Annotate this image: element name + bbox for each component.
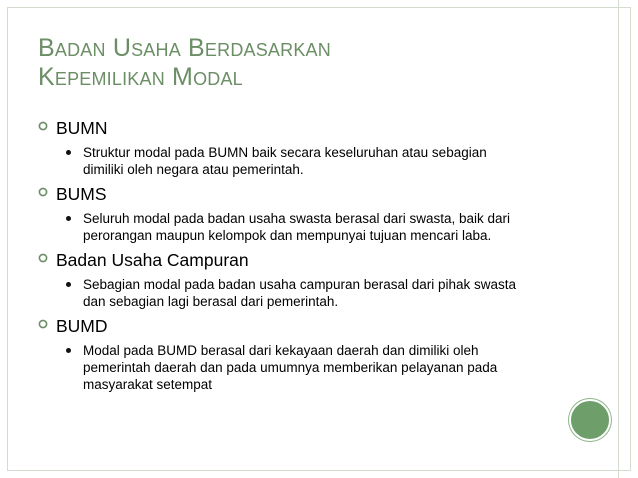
detail-line: Struktur modal pada BUMN baik secara keseluruhan atau sebagian <box>83 145 487 160</box>
ring-bullet-icon <box>38 319 48 329</box>
list-item-heading-text: BUMD <box>56 316 108 336</box>
list-item-heading <box>38 116 558 140</box>
list-item-detail <box>38 210 558 244</box>
dot-bullet-icon <box>66 150 71 155</box>
dot-bullet-icon <box>66 282 71 287</box>
list-item-heading <box>38 314 558 338</box>
list-item-bumd <box>38 314 558 393</box>
green-circle-icon <box>569 399 611 441</box>
detail-line: pemerintah daerah dan pada umumnya memberikan pelayanan pada <box>83 360 498 375</box>
list-item-detail <box>38 342 558 393</box>
list-item-bums <box>38 182 558 244</box>
list-item-bumn <box>38 116 558 178</box>
slide-title-line-1: Badan Usaha Berdasarkan <box>38 34 331 62</box>
list-item-heading-text: Badan Usaha Campuran <box>56 250 249 270</box>
slide-title <box>38 34 331 92</box>
dot-bullet-icon <box>66 216 71 221</box>
list-item-heading <box>38 248 558 272</box>
detail-line: Sebagian modal pada badan usaha campuran berasal dari pihak swasta <box>83 277 517 292</box>
detail-line: dan sebagian lagi berasal dari pemerintah. <box>83 294 339 309</box>
list-item-heading-text: BUMS <box>56 184 107 204</box>
dot-bullet-icon <box>66 348 71 353</box>
list-item-badan-usaha-campuran <box>38 248 558 310</box>
slide-title-line-2: Kepemilikan Modal <box>38 63 243 91</box>
list-item-heading-text: BUMN <box>56 118 108 138</box>
list-item-detail <box>38 276 558 310</box>
detail-line: dimiliki oleh negara atau pemerintah. <box>83 162 304 177</box>
list-item-detail <box>38 144 558 178</box>
bullet-list <box>38 116 558 397</box>
side-divider-line <box>618 0 619 478</box>
ring-bullet-icon <box>38 187 48 197</box>
ring-bullet-icon <box>38 253 48 263</box>
detail-line: masyarakat setempat <box>83 377 213 392</box>
list-item-heading <box>38 182 558 206</box>
ring-bullet-icon <box>38 121 48 131</box>
detail-line: perorangan maupun kelompok dan mempunyai tujuan mencari laba. <box>83 228 492 243</box>
detail-line: Seluruh modal pada badan usaha swasta berasal dari swasta, baik dari <box>83 211 511 226</box>
detail-line: Modal pada BUMD berasal dari kekayaan daerah dan dimiliki oleh <box>83 343 479 358</box>
